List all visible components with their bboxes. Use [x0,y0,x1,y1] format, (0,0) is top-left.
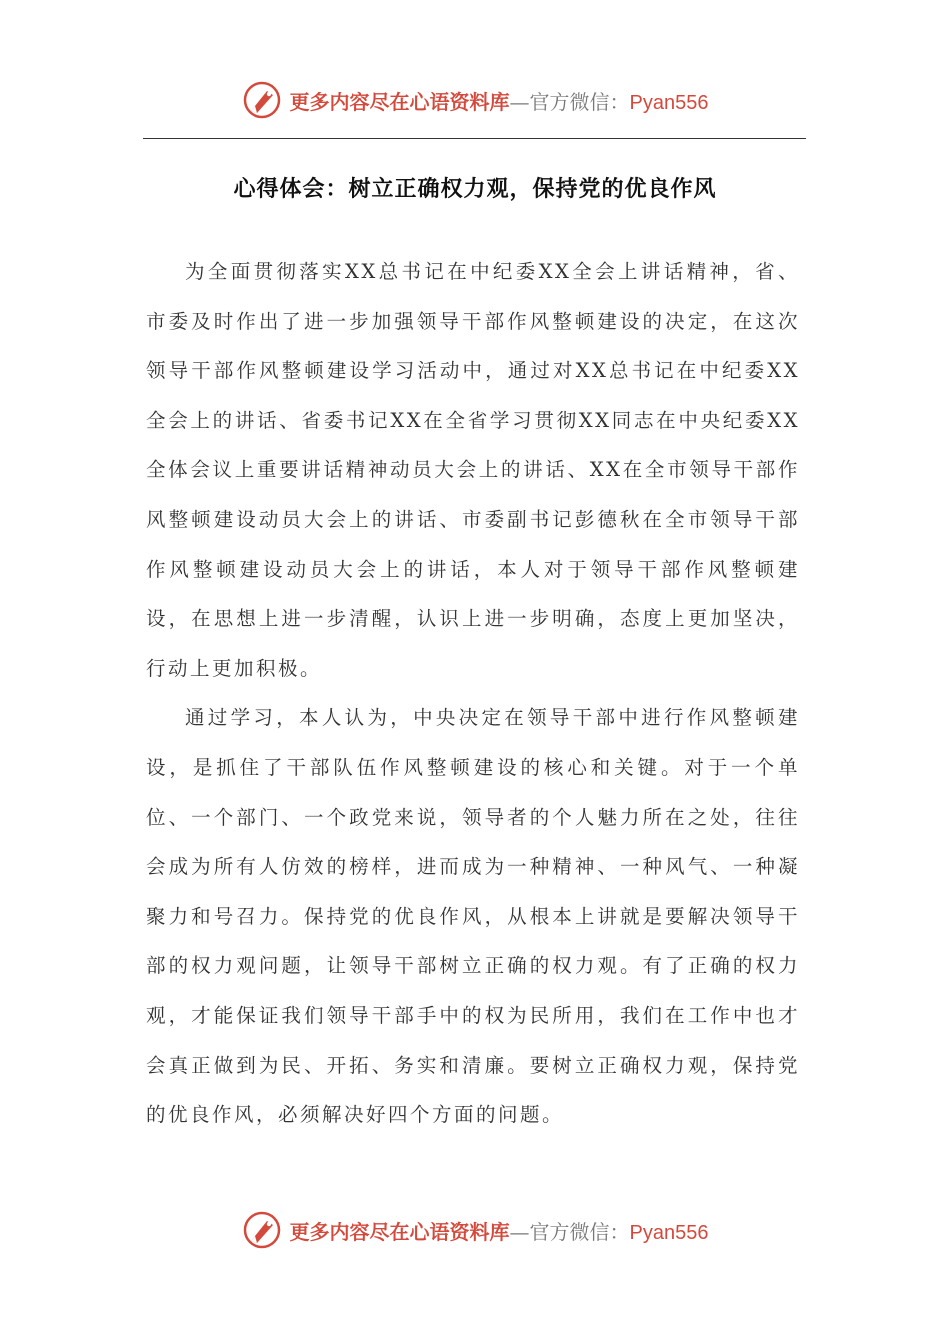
footer-banner [0,1208,950,1252]
paragraph: 为全面贯彻落实XX总书记在中纪委XX全会上讲话精神，省、市委及时作出了进一步加强领导干部作风整顿建设的决定，在这次领导干部作风整顿建设学习活动中，通过对XX总书记在中纪委XX全会上的讲话、省委书记XX在全省学习贯彻XX同志在中央纪委XX全体会议上重要讲话精神动员大会上的讲话、XX在全市领导干部作风整顿建设动员大会上的讲话、市委副书记彭德秋在全市领导干部作风整顿建设动员大会上的讲话，本人对于领导干部作风整顿建设，在思想上进一步清醒，认识上进一步明确，态度上更加坚决，行动上更加积极。 [146,260,800,680]
banner-dash: — [509,1219,530,1244]
banner-wechat-label: 官方微信： [529,1219,630,1244]
paragraph: 通过学习，本人认为，中央决定在领导干部中进行作风整顿建设，是抓住了干部队伍作风整顿建设的核心和关键。对于一个单位、一个部门、一个政党来说，领导者的个人魅力所在之处，往往会成为所有人仿效的榜样，进而成为一种精神、一种风气、一种凝聚力和号召力。保持党的优良作风，从根本上讲就是要解决领导干部的权力观问题，让领导干部树立正确的权力观。有了正确的权力观，才能保证我们领导干部手中的权为民所用，我们在工作中也才会真正做到为民、开拓、务实和清廉。要树立正确权力观，保持党的优良作风，必须解决好四个方面的问题。 [146,706,800,1127]
header-banner [0,78,950,122]
pen-nib-icon [242,1210,282,1250]
banner-site-name: 更多内容尽在心语资料库 [289,89,510,114]
banner-dash: — [509,89,530,114]
header-divider [143,138,806,139]
document-body [146,247,800,1140]
banner-wechat-id: Pyan556 [629,91,709,114]
document-title: 心得体会：树立正确权力观，保持党的优良作风 [233,177,717,202]
banner-text [290,1216,709,1245]
pen-nib-icon [242,80,282,120]
banner-site-name: 更多内容尽在心语资料库 [289,1219,510,1244]
banner-wechat-id: Pyan556 [629,1221,709,1244]
banner-text [290,86,709,115]
banner-wechat-label: 官方微信： [529,89,630,114]
